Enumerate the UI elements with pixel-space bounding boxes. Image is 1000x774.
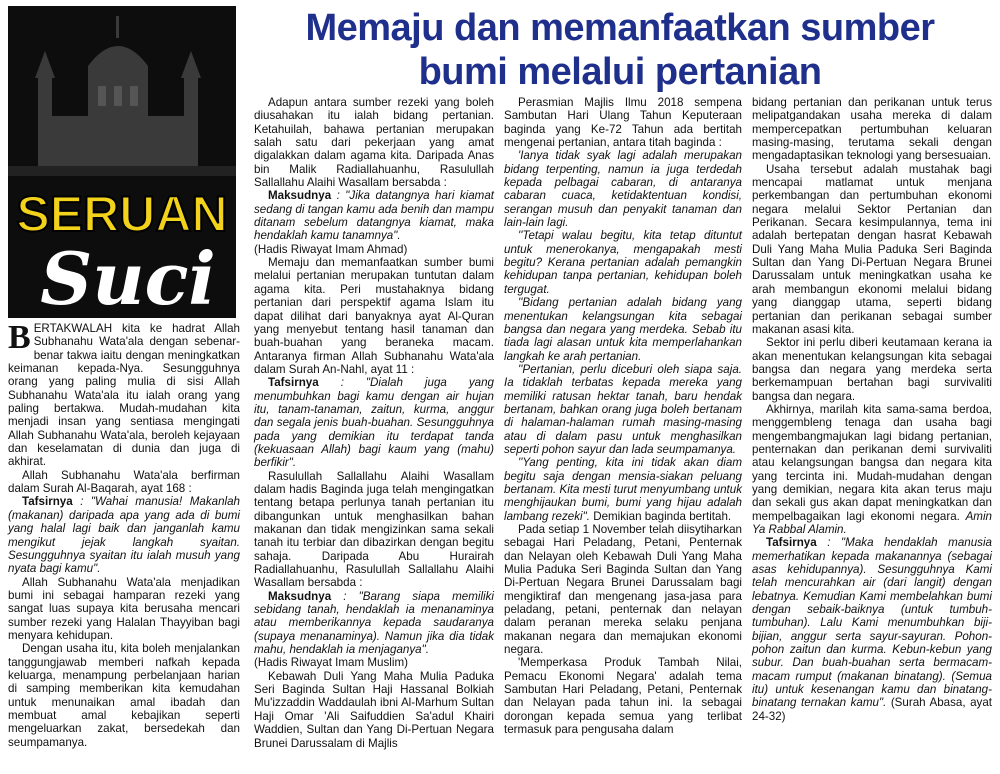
paragraph: 'Memperkasa Produk Tambah Nilai, Pemacu Ekonomi Negara' adalah tema Sambutan Hari Peladang, Petani, Penternak dan Nelayan pada tahun ini. Ia sebagai dorongan kepada semua yang terlibat termasuk para pengusaha dalam [504, 656, 742, 737]
article-headline [246, 6, 994, 94]
drop-cap: B [8, 319, 31, 356]
banner-word-seruan: SERUAN [16, 186, 228, 242]
column-3 [504, 96, 742, 737]
seruan-suci-banner [8, 6, 236, 318]
paragraph: Dengan usaha itu, kita boleh menjalankan tanggungjawab memberi nafkah kepada keluarga, menampung perbelanjaan harian di samping memberikan kita kemudahan untuk menunaikan amal ibadah dan membuat amal kebajikan seperti mengeluarkan zakat, bersedekah dan seumpamanya. [8, 642, 240, 749]
quote-paragraph: ''Bidang pertanian adalah bidang yang menentukan kelangsungan kita sebagai bangsa dan negara yang merdeka. Sebab itu tiada lagi alasan untuk kita memperlahankan langkah ke arah pertanian. [504, 296, 742, 363]
headline-line-1: Memaju dan memanfaatkan sumber [305, 7, 935, 49]
paragraph: Sektor ini perlu diberi keutamaan kerana ia akan menentukan kelangsungan kita sebagai bangsa dan negara yang merdeka serta berkemampuan bertahan bagi survivaliti bangsa dan negara. [752, 336, 992, 403]
paragraph: Allah Subhanahu Wata'ala menjadikan bumi ini sebagai hamparan rezeki yang sangat luas supaya kita berusaha mencari sumber rezeki yang Halalan Thayyiban bagi menyara kehidupan. [8, 575, 240, 642]
mosque-logo [8, 6, 236, 318]
quote-paragraph: Tafsirnya : "Wahai manusia! Makanlah (makanan) daripada apa yang ada di bumi yang halal lagi baik dan janganlah kamu mengikut jejak langkah syaitan. Sesungguhnya syaitan itu ialah musuh yang nyata bagi kamu". [8, 495, 240, 576]
paragraph: Akhirnya, marilah kita sama-sama berdoa, menggembleng tenaga dan usaha bagi mengembangmajukan lagi bidang pertanian, penternakan dan perikanan demi survivaliti atau kelangsungan bangsa dan negara kita yang tercinta ini. Mudah-mudahan dengan yang demikian, negara kita akan terus maju dan sekali gus akan dapat meningkatkan dan mempelbagaikan lagi ekonomi negara. Amin Ya Rabbal Alamin. [752, 402, 992, 536]
source-line: (Hadis Riwayat Imam Muslim) [254, 656, 408, 670]
paragraph: Usaha tersebut adalah mustahak bagi mencapai matlamat untuk menjana perkembangan dan pertumbuhan ekonomi negara melalui Sektor Pertanian dan Perikanan. Secara kesimpulannya, tema ini adalah bertepatan dengan hasrat Kebawah Duli Yang Maha Mulia Paduka Seri Baginda Sultan dan Yang Di-Pertuan Negara Brunei Darussalam untuk meningkatkan usaha ke arah membangun ekonomi melalui bidang yang dianggap utama, seperti bidang pertanian dan perikanan sebagai sumber makanan asasi kita. [752, 162, 992, 336]
paragraph: Memaju dan memanfaatkan sumber bumi melalui pertanian merupakan tuntutan dalam agama kita. Peri mustahaknya bidang pertanian dari perspektif agama Islam itu dapat dilihat dari banyaknya ayat Al-Quran yang menyebut tentang hasil tanaman dan buah-buahan yang beraneka macam. Antaranya firman Allah Subhanahu Wata'ala dalam Surah An-Nahl, ayat 11 : [254, 256, 494, 376]
paragraph: Kebawah Duli Yang Maha Mulia Paduka Seri Baginda Sultan Haji Hassanal Bolkiah Mu'izzaddin Waddaulah ibni Al-Marhum Sultan Haji Omar 'Ali Saifuddien Sa'adul Khairi Waddien, Sultan dan Yang Di-Pertuan Negara Brunei Darussalam di Majlis [254, 669, 494, 750]
paragraph: BERTAKWALAH kita ke hadrat Allah Subhanahu Wata'ala dengan sebenar-benar takwa iaitu dengan meningkatkan keimanan kepada-Nya. Sesungguhnya orang yang paling mulia di sisi Allah Subhanahu Wata'ala itu ialah orang yang paling bertakwa. Mudah-mudahan kita menjadi insan yang sentiasa mengingati Allah Subhanahu Wata'ala, beroleh kejayaan dan keselamatan di dunia dan juga di akhirat. [8, 319, 240, 469]
paragraph: Allah Subhanahu Wata'ala berfirman dalam Surah Al-Baqarah, ayat 168 : [8, 468, 240, 496]
paragraph: bidang pertanian dan perikanan untuk terus melipatgandakan usaha mereka di dalam mempercepatkan pertumbuhan keluaran masing-masing, terutama sekali dengan mengadaptasikan teknologi yang bersesuaian. [752, 96, 992, 163]
quote-paragraph: Maksudnya : "Jika datangnya hari kiamat sedang di tangan kamu ada benih dan mampu ditanam sebelum datangnya kiamat, maka hendaklah kamu tanamnya". [254, 189, 494, 243]
column-1 [8, 319, 240, 749]
column-4 [752, 96, 992, 723]
quote-paragraph: 'Ianya tidak syak lagi adalah merupakan bidang terpenting, namun ia juga terdedah kepada pelbagai cabaran, di antaranya cabaran cuaca, ketidaktentuan kondisi, serangan musuh dan penyakit tanaman dan lain-lain lagi. [504, 149, 742, 230]
paragraph: Perasmian Majlis Ilmu 2018 sempena Sambutan Hari Ulang Tahun Keputeraan baginda yang Ke-72 Tahun ada bertitah mengenai pertanian, antara titah baginda : [504, 96, 742, 150]
quote-paragraph: ''Tetapi walau begitu, kita tetap dituntut untuk menerokanya, mengapakah mesti begitu? Kerana pertanian adalah pemangkin kehidupan tanpa pertanian, kehidupan boleh tergugat. [504, 229, 742, 296]
paragraph: Pada setiap 1 November telah diisytiharkan sebagai Hari Peladang, Petani, Penternak dan Nelayan oleh Kebawah Duli Yang Maha Mulia Paduka Seri Baginda Sultan dan Yang Di-Pertuan Negara Brunei Darussalam bagi mengiktiraf dan mengenang jasa-jasa para peladang, petani, penternak dan nelayan dalam peranan mereka selaku penjana makanan negara dan memajukan ekonomi negara. [504, 523, 742, 657]
paragraph: Rasulullah Sallallahu Alaihi Wasallam dalam hadis Baginda juga telah mengingatkan tentang betapa perlunya tanah pertanian itu dibangunkan untuk menghasilkan bahan makanan dan tidak mengizinkan sama sekali tanah itu terbiar dan dibazirkan dengan begitu sahaja. Daripada Abu Hurairah Radiallahuanhu, Rasulullah Sallallahu Alaihi Wasallam bersabda : [254, 469, 494, 590]
quote-paragraph: Tafsirnya : "Maka hendaklah manusia memerhatikan kepada makanannya (sebagai asas kehidupannya). Sesungguhnya Kami telah mencurahkan air (dari langit) dengan lebatnya. Kemudian Kami membelahkan bumi dengan sebaik-baiknya (untuk tumbuh-tumbuhan). Lalu Kami menumbuhkan biji-bijian, anggur serta sayur-sayuran. Pohon-pohon zaitun dan kurma. Kebun-kebun yang subur. Dan buah-buahan serta bermacam-macam rumput (makanan binatang). (Semua itu) untuk kesenangan kamu dan binatang-binatang ternakan kamu". (Surah Abasa, ayat 24-32) [752, 536, 992, 723]
quote-paragraph: Tafsirnya : "Dialah juga yang menumbuhkan bagi kamu dengan air hujan itu, tanam-tanaman, zaitun, kurma, anggur dan segala jenis buah-buahan. Sesungguhnya pada yang demikian itu terdapat tanda (kekuasaan Allah) bagi kaum yang (mahu) berfikir". [254, 376, 494, 470]
column-2 [254, 96, 494, 750]
headline-line-2: bumi melalui pertanian [418, 51, 822, 93]
source-line: (Hadis Riwayat Imam Ahmad) [254, 242, 408, 256]
banner-word-suci: Suci [40, 236, 216, 318]
quote-paragraph: ''Yang penting, kita ini tidak akan diam begitu saja dengan mensia-siakan peluang bertanam. Kita mesti turut menyumbang untuk menghijaukan bumi, bumi yang hijau adalah lambang rezeki". Demikian baginda bertitah. [504, 456, 742, 523]
quote-paragraph: Maksudnya : "Barang siapa memiliki sebidang tanah, hendaklah ia menanaminya atau memberikannya kepada saudaranya (supaya menanaminya). Namun jika dia tidak mahu, hendaklah ia menjaganya". [254, 589, 494, 657]
quote-paragraph: ''Pertanian, perlu diceburi oleh siapa saja. Ia tidaklah terbatas kepada mereka yang memiliki ratusan hektar tanah, baru hendak bertanam, bahkan orang juga boleh bertanam di halaman-halaman rumah masing-masing atau di dalam pasu untuk menghasilkan seperti pohon sayur dan lada seumpamanya. [504, 362, 742, 456]
paragraph: Adapun antara sumber rezeki yang boleh diusahakan itu ialah bidang pertanian. Ketahuilah, bahawa pertanian merupakan salah satu dari pekerjaan yang amat digalakkan dalam agama kita. Daripada Anas bin Malik Radiallahuanhu, Rasulullah Sallallahu Alaihi Wasallam bersabda : [254, 96, 494, 190]
